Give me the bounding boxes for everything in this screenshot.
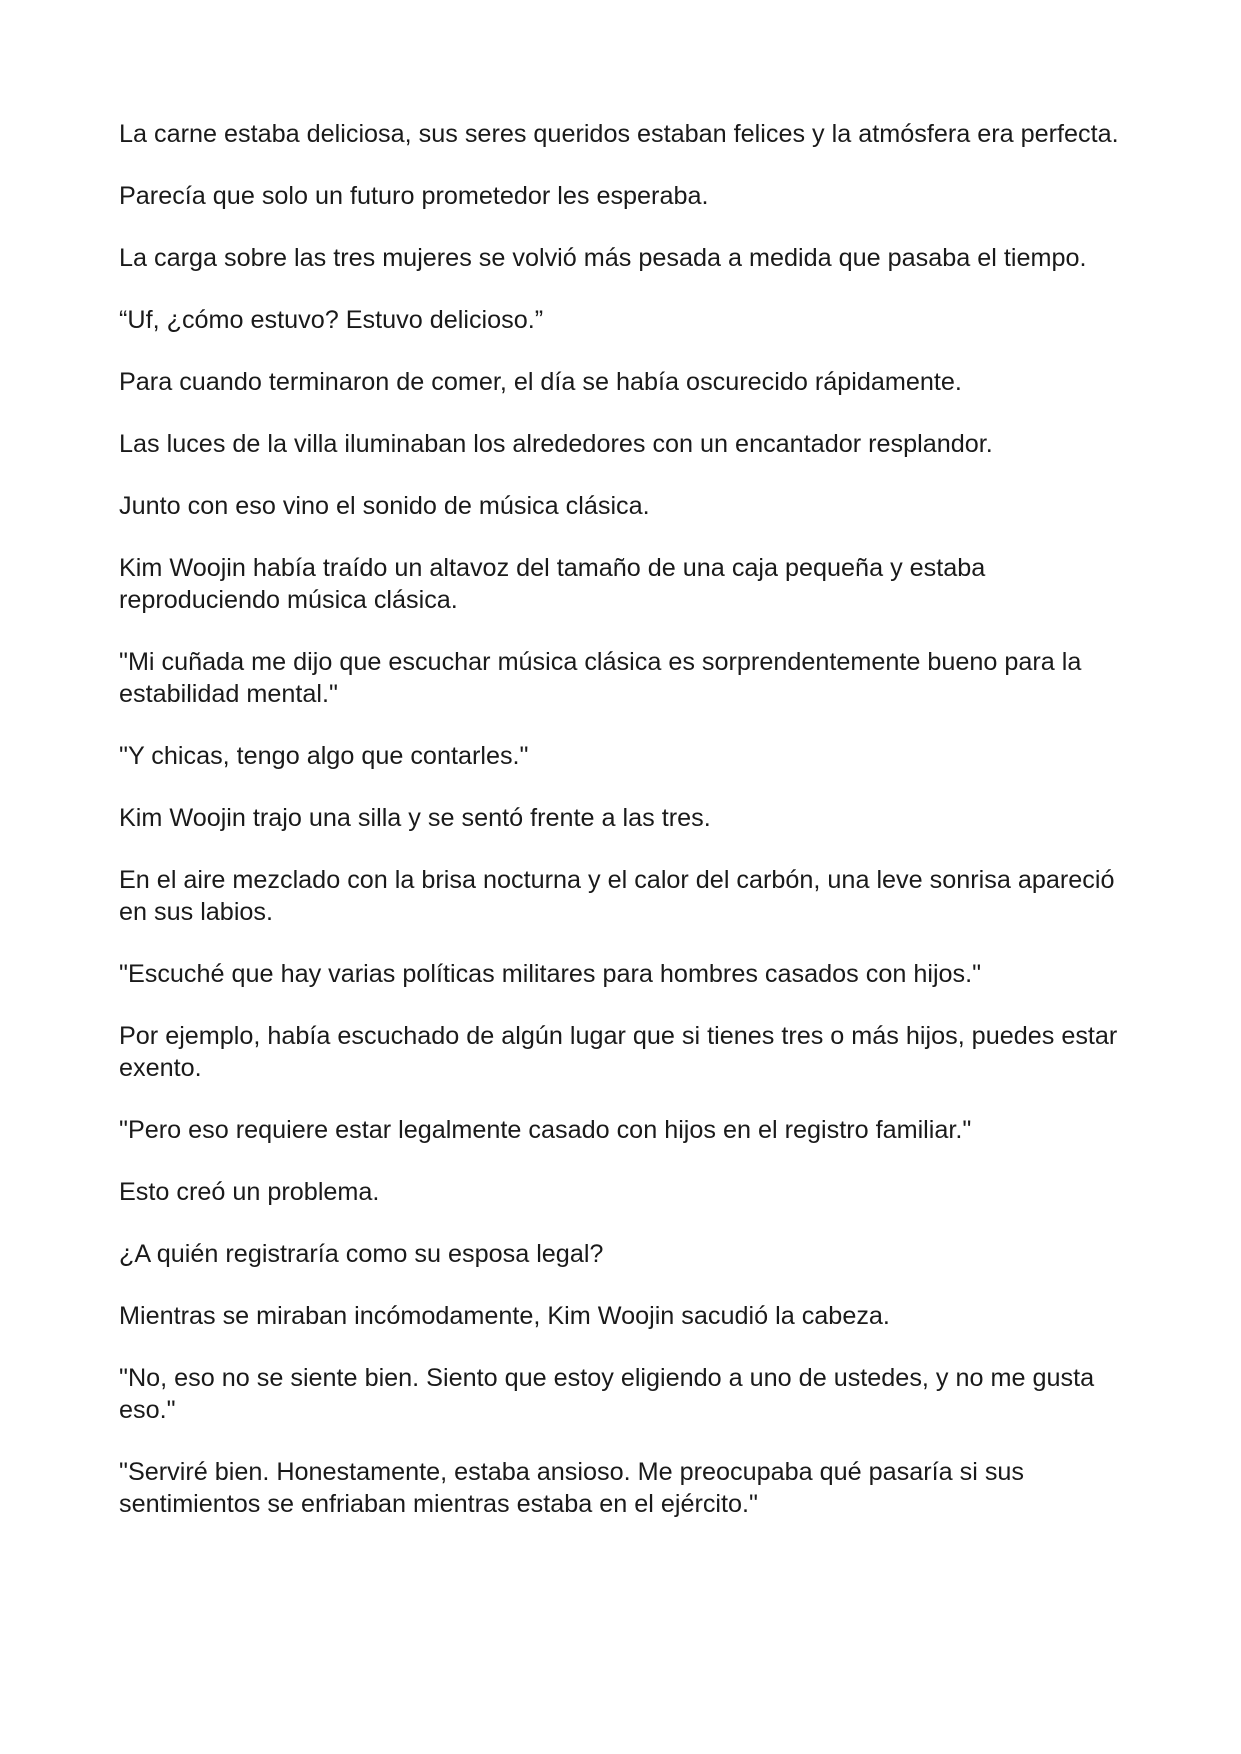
paragraph: Junto con eso vino el sonido de música clásica. (119, 492, 650, 520)
paragraph: La carga sobre las tres mujeres se volvió más pesada a medida que pasaba el tiempo. (119, 244, 1087, 272)
paragraph: Para cuando terminaron de comer, el día se había oscurecido rápidamente. (119, 368, 962, 396)
paragraph: “Uf, ¿cómo estuvo? Estuvo delicioso.” (119, 306, 544, 334)
paragraph: Por ejemplo, había escuchado de algún lugar que si tienes tres o más hijos, puedes estar exento. (119, 1022, 1118, 1082)
paragraph: Mientras se miraban incómodamente, Kim Woojin sacudió la cabeza. (119, 1302, 890, 1330)
paragraph: Parecía que solo un futuro prometedor les esperaba. (119, 182, 709, 210)
paragraph: Las luces de la villa iluminaban los alrededores con un encantador resplandor. (119, 430, 993, 458)
paragraph: "Serviré bien. Honestamente, estaba ansioso. Me preocupaba qué pasaría si sus sentimientos se enfriaban mientras estaba en el ejército." (119, 1458, 1025, 1518)
paragraph: "Pero eso requiere estar legalmente casado con hijos en el registro familiar." (119, 1116, 972, 1144)
paragraph: "Escuché que hay varias políticas militares para hombres casados con hijos." (119, 960, 982, 988)
paragraph: La carne estaba deliciosa, sus seres queridos estaban felices y la atmósfera era perfecta. (119, 120, 1119, 148)
paragraph: Esto creó un problema. (119, 1178, 380, 1206)
document-body (119, 118, 1129, 1550)
paragraph: "No, eso no se siente bien. Siento que estoy eligiendo a uno de ustedes, y no me gusta eso." (119, 1364, 1095, 1424)
paragraph: ¿A quién registraría como su esposa legal? (119, 1240, 604, 1268)
paragraph: "Mi cuñada me dijo que escuchar música clásica es sorprendentemente bueno para la estabilidad mental." (119, 648, 1082, 708)
paragraph: Kim Woojin trajo una silla y se sentó frente a las tres. (119, 804, 711, 832)
paragraph: "Y chicas, tengo algo que contarles." (119, 742, 529, 770)
paragraph: En el aire mezclado con la brisa nocturna y el calor del carbón, una leve sonrisa apareció en sus labios. (119, 866, 1115, 926)
paragraph: Kim Woojin había traído un altavoz del tamaño de una caja pequeña y estaba reproduciendo música clásica. (119, 554, 986, 614)
